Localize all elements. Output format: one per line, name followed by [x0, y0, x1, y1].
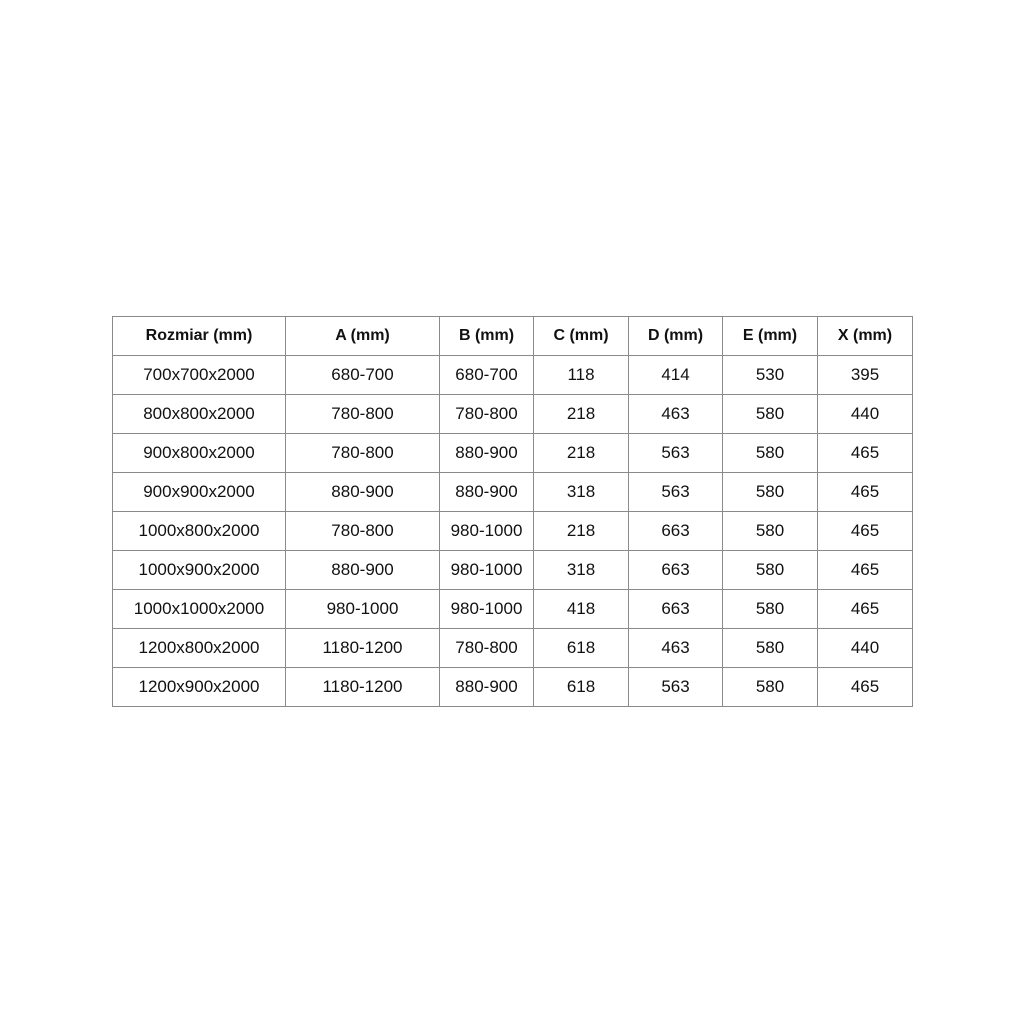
table-row	[113, 473, 913, 512]
table-cell: 395	[818, 356, 913, 395]
table-cell: 1000x800x2000	[113, 512, 286, 551]
table-cell: 1000x1000x2000	[113, 590, 286, 629]
table-cell: 618	[534, 668, 629, 707]
header-x: X (mm)	[818, 317, 913, 356]
table-cell: 580	[723, 512, 818, 551]
table-cell: 318	[534, 551, 629, 590]
table-cell: 618	[534, 629, 629, 668]
table-cell: 980-1000	[286, 590, 440, 629]
table-cell: 880-900	[440, 668, 534, 707]
table-cell: 530	[723, 356, 818, 395]
table-row	[113, 512, 913, 551]
table-cell: 1180-1200	[286, 668, 440, 707]
table-cell: 800x800x2000	[113, 395, 286, 434]
header-e: E (mm)	[723, 317, 818, 356]
table-cell: 580	[723, 395, 818, 434]
table-cell: 580	[723, 473, 818, 512]
header-b: B (mm)	[440, 317, 534, 356]
table-cell: 465	[818, 590, 913, 629]
table-row	[113, 668, 913, 707]
table-cell: 563	[629, 668, 723, 707]
table-cell: 780-800	[440, 395, 534, 434]
table-cell: 218	[534, 395, 629, 434]
table-cell: 465	[818, 512, 913, 551]
header-c: C (mm)	[534, 317, 629, 356]
table-cell: 663	[629, 512, 723, 551]
table-cell: 780-800	[286, 395, 440, 434]
table-cell: 980-1000	[440, 512, 534, 551]
table-cell: 580	[723, 434, 818, 473]
table-cell: 1180-1200	[286, 629, 440, 668]
table-row	[113, 629, 913, 668]
table-cell: 1200x800x2000	[113, 629, 286, 668]
table-cell: 880-900	[286, 551, 440, 590]
table-row	[113, 590, 913, 629]
dimensions-table	[112, 316, 913, 707]
table-cell: 780-800	[286, 434, 440, 473]
header-a: A (mm)	[286, 317, 440, 356]
table-cell: 563	[629, 473, 723, 512]
table-cell: 580	[723, 629, 818, 668]
table-cell: 700x700x2000	[113, 356, 286, 395]
table-row	[113, 356, 913, 395]
table-cell: 463	[629, 395, 723, 434]
table-row	[113, 551, 913, 590]
table-cell: 663	[629, 590, 723, 629]
table-row	[113, 395, 913, 434]
header-d: D (mm)	[629, 317, 723, 356]
table-cell: 118	[534, 356, 629, 395]
table-cell: 418	[534, 590, 629, 629]
table-cell: 580	[723, 551, 818, 590]
table-cell: 900x900x2000	[113, 473, 286, 512]
table-cell: 980-1000	[440, 551, 534, 590]
table-cell: 465	[818, 668, 913, 707]
table-cell: 318	[534, 473, 629, 512]
table-cell: 900x800x2000	[113, 434, 286, 473]
table-cell: 980-1000	[440, 590, 534, 629]
table-cell: 1200x900x2000	[113, 668, 286, 707]
table-row	[113, 434, 913, 473]
table-header-row	[113, 317, 913, 356]
table-cell: 563	[629, 434, 723, 473]
table-cell: 680-700	[286, 356, 440, 395]
table-cell: 465	[818, 473, 913, 512]
table-cell: 463	[629, 629, 723, 668]
table-cell: 780-800	[440, 629, 534, 668]
table-cell: 580	[723, 590, 818, 629]
table-cell: 465	[818, 434, 913, 473]
table-cell: 465	[818, 551, 913, 590]
table-cell: 680-700	[440, 356, 534, 395]
table-cell: 880-900	[286, 473, 440, 512]
table-cell: 218	[534, 512, 629, 551]
table-cell: 880-900	[440, 434, 534, 473]
table-cell: 880-900	[440, 473, 534, 512]
table-cell: 414	[629, 356, 723, 395]
table-cell: 440	[818, 629, 913, 668]
table-cell: 440	[818, 395, 913, 434]
table-cell: 663	[629, 551, 723, 590]
table-cell: 1000x900x2000	[113, 551, 286, 590]
table-cell: 218	[534, 434, 629, 473]
table-cell: 780-800	[286, 512, 440, 551]
table-cell: 580	[723, 668, 818, 707]
header-rozmiar: Rozmiar (mm)	[113, 317, 286, 356]
